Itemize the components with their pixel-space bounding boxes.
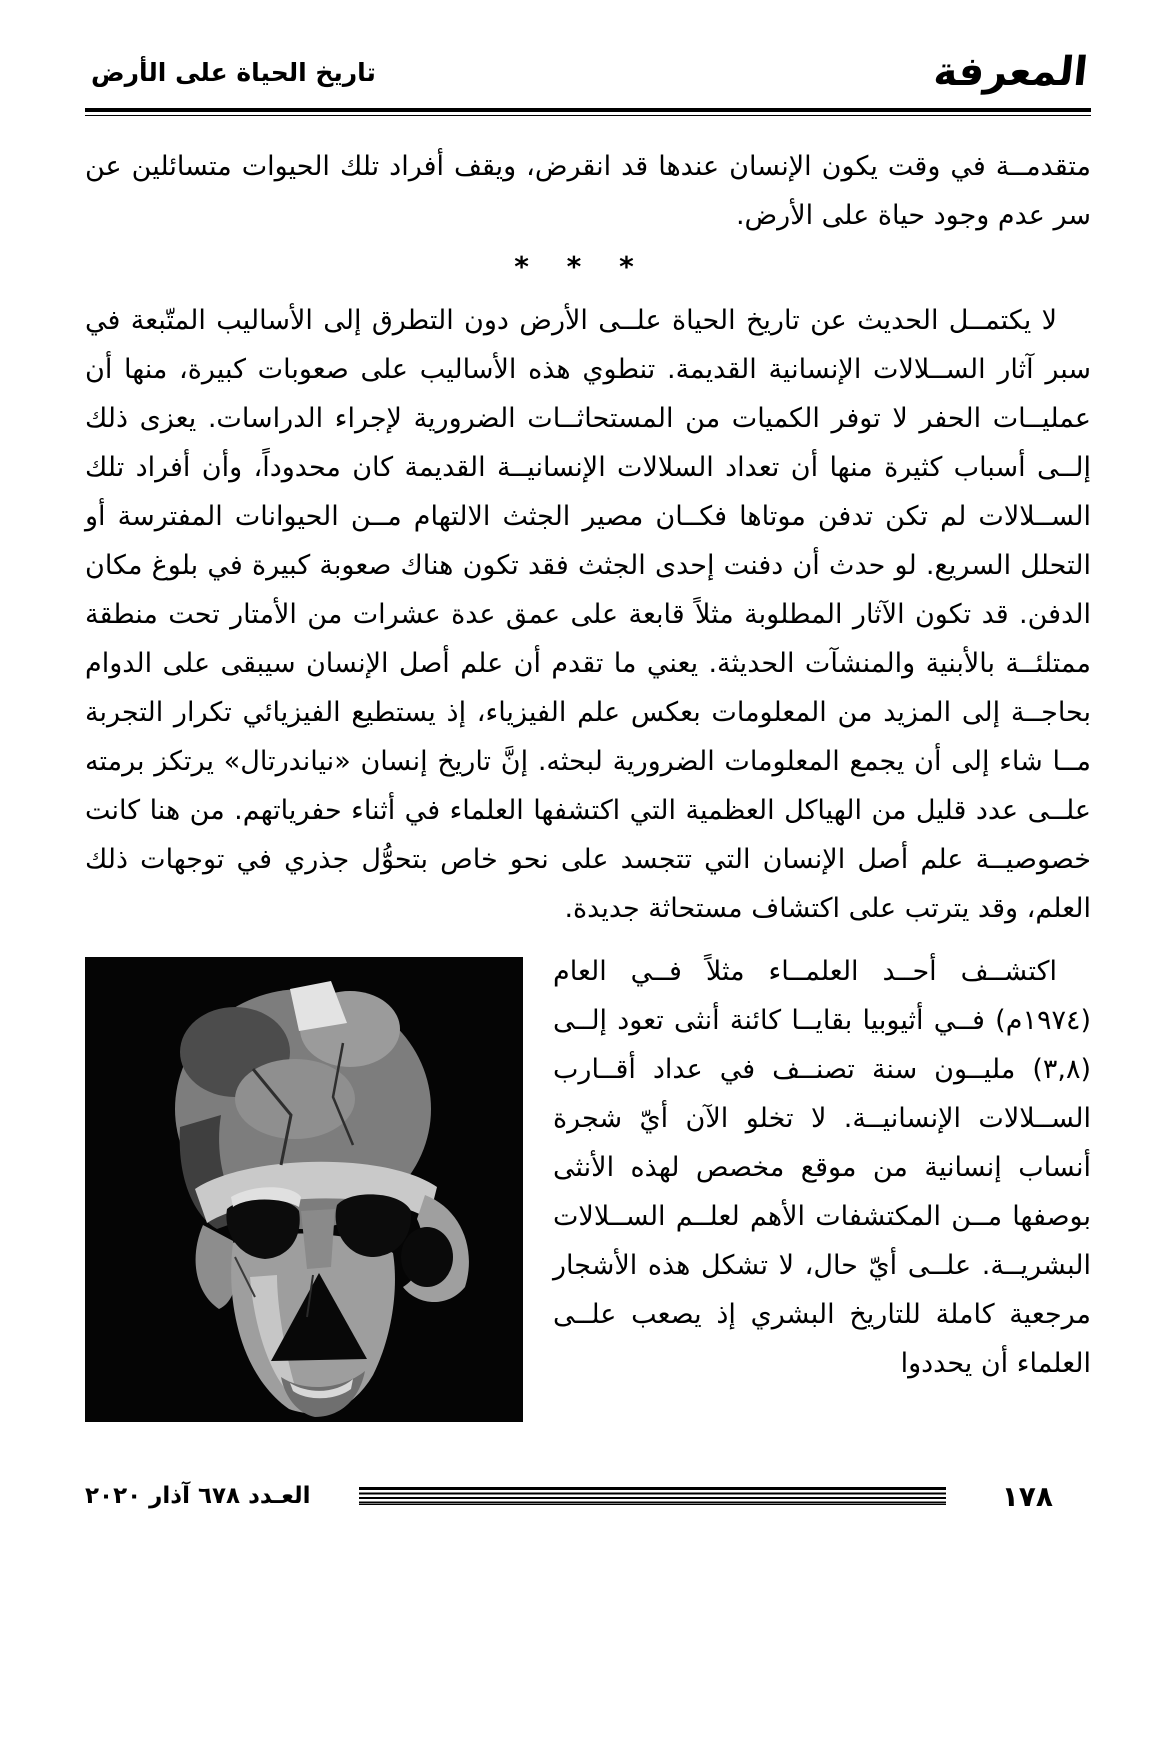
figure-section xyxy=(85,947,1091,1422)
paragraph-methods: لا يكتمــل الحديث عن تاريخ الحياة علــى الأرض دون التطرق إلى الأساليب المتّبعة في سبر آثار الســلالات الإنسانية القديمة. تنطوي هذه الأساليب على صعوبات كبيرة، منها أن عمليــات الحفر لا توفر الكميات من المستحاثــات الضرورية لإجراء الدراسات. يعزى ذلك إلــى أسباب كثيرة منها أن تعداد السلالات الإنسانيــة القديمة كان محدوداً، وأن أفراد تلك الســلالات لم تكن تدفن موتاها فكــان مصير الجثث الالتهام مــن الحيوانات المفترسة أو التحلل السريع. لو حدث أن دفنت إحدى الجثث فقد تكون هناك صعوبة كبيرة في بلوغ مكان الدفن. قد تكون الآثار المطلوبة مثلاً قابعة على عمق عدة عشرات من الأمتار تحت منطقة ممتلئــة بالأبنية والمنشآت الحديثة. يعني ما تقدم أن علم أصل الإنسان سيبقى على الدوام بحاجــة إلى المزيد من المعلومات بعكس علم الفيزياء، إذ يستطيع الفيزيائي تكرار التجربة مــا شاء إلى أن يجمع المعلومات الضرورية لبحثه. إنَّ تاريخ إنسان «نياندرتال» يرتكز برمته علــى عدد قليل من الهياكل العظمية التي اكتشفها العلماء في أثناء حفرياتهم. من هنا كانت خصوصيــة علم أصل الإنسان التي تتجسد على نحو خاص بتحوُّل جذري في توجهات ذلك العلم، وقد يترتب على اكتشاف مستحاثة جديدة. xyxy=(85,305,1091,924)
page-header xyxy=(85,44,1091,100)
paragraph-intro: متقدمــة في وقت يكون الإنسان عندها قد انقرض، ويقف أفراد تلك الحيوات متسائلين عن سر عدم وجود حياة على الأرض. xyxy=(85,151,1091,231)
fossil-skull-photo xyxy=(85,957,523,1422)
magazine-logo: المعرفة xyxy=(931,49,1090,95)
footer-rule-bar xyxy=(359,1487,946,1505)
header-rule xyxy=(85,108,1091,116)
fossil-skull-illustration xyxy=(85,957,523,1422)
article-body xyxy=(85,142,1091,1422)
running-head-title: تاريخ الحياة على الأرض xyxy=(91,57,376,87)
page-number: ١٧٨ xyxy=(1001,1479,1053,1513)
issue-label: العـدد ٦٧٨ آذار ٢٠٢٠ xyxy=(85,1483,311,1509)
section-separator: * * * xyxy=(514,250,648,283)
page-footer xyxy=(85,1478,1091,1514)
paragraph-discovery: اكتشــف أحــد العلمــاء مثلاً فــي العام (١٩٧٤م) فــي أثيوبيا بقايــا كائنة أنثى تعود إلــى (٣,٨) مليــون سنة تصنــف في عداد أقــارب الســلالات الإنسانيــة. لا تخلو الآن أيّ شجرة أنساب إنسانية من موقع مخصص لهذه الأنثى بوصفها مــن المكتشفات الأهم لعلــم الســلالات البشريــة. علــى أيّ حال، لا تشكل هذه الأشجار مرجعية كاملة للتاريخ البشري إذ يصعب علــى العلماء أن يحددوا xyxy=(553,956,1091,1379)
